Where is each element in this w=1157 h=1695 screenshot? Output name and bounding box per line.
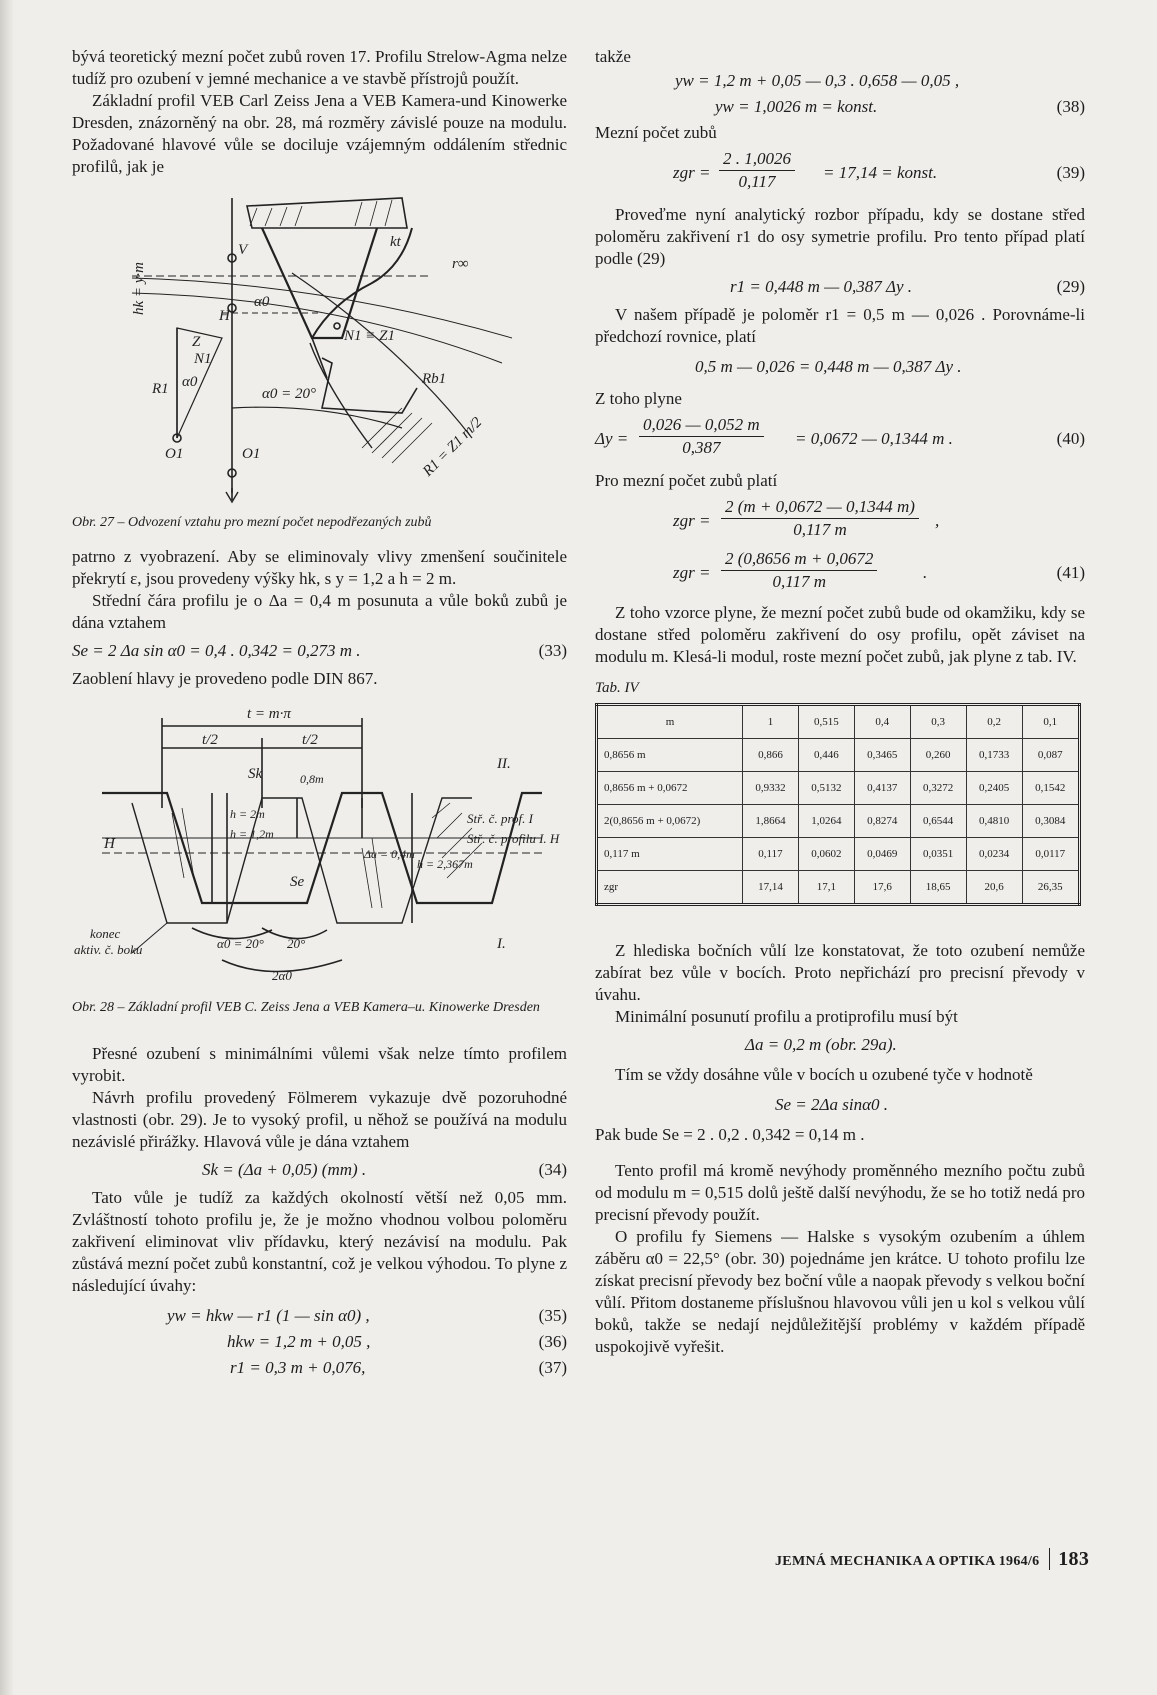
figure-label: R1 = Z1 m/2 xyxy=(419,414,486,480)
page-number: 183 xyxy=(1049,1548,1089,1570)
right-column xyxy=(595,46,1085,1358)
figure-label: I. xyxy=(497,936,506,952)
figure-28-caption: Obr. 28 – Základní profil VEB C. Zeiss Jena a VEB Kamera–u. Kinowerke Dresden xyxy=(72,1000,540,1015)
figure-label: H xyxy=(219,308,230,324)
table-cell: 0,1542 xyxy=(1022,772,1079,805)
paragraph: Návrh profilu provedený Fölmerem vykazuje dvě pozoruhodné vlastnosti (obr. 29). Je to vysoký profil, u něhož se používá na modulu nezávislé přirážky. Hlavová vůle je dána vztahem xyxy=(72,1088,567,1151)
figure-label: h = 2m xyxy=(230,807,265,821)
paragraph: Minimální posunutí profilu a protiprofilu musí být xyxy=(615,1007,958,1026)
equation-40: Δy = $\frac{0,026 — 0,052 m}{0,387}$ = 0,0672 — 0,1344 m . (40) xyxy=(595,415,1085,457)
figure-label: α0 = 20° xyxy=(217,936,264,951)
table-cell: 0,1 xyxy=(1022,705,1079,739)
equation-29: r1 = 0,448 m — 0,387 Δy . (29) xyxy=(730,277,1085,296)
table-cell: 0,3 xyxy=(910,705,966,739)
paragraph: bývá teoretický mezní počet zubů roven 17. Profilu Strelow-Agma nelze tudíž pro ozubení v jemné mechanice a ve stavbě přístrojů použít. xyxy=(72,47,567,88)
table-title: Tab. IV xyxy=(595,680,639,696)
figure-label: H xyxy=(104,836,115,852)
table-row xyxy=(597,739,1080,772)
paragraph: Zaoblení hlavy je provedeno podle DIN 867. xyxy=(72,669,378,688)
equation-33: Se = 2 Δa sin α0 = 0,4 . 0,342 = 0,273 m . (33) xyxy=(72,641,567,660)
figure-28-drawing xyxy=(72,698,567,993)
table-cell: 1,0264 xyxy=(798,805,854,838)
figure-label: h = 2,367m xyxy=(417,857,473,871)
figure-label: α0 = 20° xyxy=(262,386,316,402)
table-cell: 0,117 xyxy=(743,838,799,871)
table-cell: 0,8656 m + 0,0672 xyxy=(597,772,743,805)
table-cell: 0,4137 xyxy=(854,772,910,805)
table-cell: 0,5132 xyxy=(798,772,854,805)
paragraph: Pro mezní počet zubů platí xyxy=(595,471,778,490)
paragraph: Proveďme nyní analytický rozbor případu, kdy se dostane střed poloměru zakřivení r1 do osy symetrie profilu. Pro tento případ platí podle (29) xyxy=(595,205,1085,268)
figure-28 xyxy=(72,698,567,1017)
paragraph: Mezní počet zubů xyxy=(595,123,717,142)
equation-35: yw = hkw — r1 (1 — sin α0) , (35) xyxy=(167,1306,567,1325)
paragraph: Přesné ozubení s minimálními vůlemi však nelze tímto profilem vyrobit. xyxy=(72,1044,567,1085)
table-header-row xyxy=(597,705,1080,739)
table-cell: 0,3465 xyxy=(854,739,910,772)
equation: 0,5 m — 0,026 = 0,448 m — 0,387 Δy . xyxy=(695,357,962,376)
table-cell: 0,0234 xyxy=(966,838,1022,871)
table-iv xyxy=(595,703,1081,906)
paragraph: Tato vůle je tudíž za každých okolností větší než 0,05 mm. Zvláštností tohoto profilu je, že je možno vhodnou volbou poloměru zakřivení eliminovat vliv přídavku, který nezávisí na modulu. Pak zůstává mezní počet zubů konstantní, což je velkou výhodou. To plyne z následující úvahy: xyxy=(72,1188,567,1295)
table-cell: 17,1 xyxy=(798,871,854,905)
table-cell: 0,087 xyxy=(1022,739,1079,772)
table-cell: 0,9332 xyxy=(743,772,799,805)
figure-label: Z xyxy=(192,334,201,350)
figure-label: Rb1 xyxy=(422,371,447,387)
table-cell: 0,4810 xyxy=(966,805,1022,838)
table-cell: 0,0469 xyxy=(854,838,910,871)
figure-label: 2α0 xyxy=(272,968,292,983)
table-cell: 0,0351 xyxy=(910,838,966,871)
equation-34: Sk = (Δa + 0,05) (mm) . (34) xyxy=(202,1160,567,1179)
figure-label: konec xyxy=(90,926,121,941)
equation: Pak bude Se = 2 . 0,2 . 0,342 = 0,14 m . xyxy=(595,1125,865,1144)
table-cell: 1,8664 xyxy=(743,805,799,838)
table-row xyxy=(597,805,1080,838)
equation: Δa = 0,2 m (obr. 29a). xyxy=(745,1035,897,1054)
figure-label: Sk xyxy=(248,766,263,782)
table-cell: 20,6 xyxy=(966,871,1022,905)
paragraph: Z toho vzorce plyne, že mezní počet zubů bude od okamžiku, kdy se dostane střed poloměru zakřivení do osy profilu, opět záviset na modulu m. Klesá-li modul, roste mezní počet zubů, jak plyne z tab. IV. xyxy=(595,603,1085,666)
paragraph: Střední čára profilu je o Δa = 0,4 m posunuta a vůle boků zubů je dána vztahem xyxy=(72,591,567,632)
paragraph: Tím se vždy dosáhne vůle v bocích u ozubené tyče v hodnotě xyxy=(615,1065,1033,1084)
figure-27 xyxy=(72,188,567,532)
equation-38: yw = 1,0026 m = konst. (38) xyxy=(715,97,1085,116)
figure-label: 20° xyxy=(287,936,306,951)
paragraph: patrno z vyobrazení. Aby se eliminovaly vlivy zmenšení součinitele překrytí ε, jsou provedeny výšky hk, s y = 1,2 a h = 2 m. xyxy=(72,547,567,588)
equation: Se = 2Δa sinα0 . xyxy=(775,1095,889,1114)
table-cell: 0,6544 xyxy=(910,805,966,838)
figure-27-caption: Obr. 27 – Odvození vztahu pro mezní počet nepodřezaných zubů xyxy=(72,515,432,530)
figure-label: t = m·π xyxy=(247,706,291,722)
table-cell: 0,446 xyxy=(798,739,854,772)
table-cell: 0,515 xyxy=(798,705,854,739)
paragraph: V našem případě je poloměr r1 = 0,5 m — 0,026 . Porovnáme-li předchozí rovnice, platí xyxy=(595,305,1085,346)
figure-label: O1 xyxy=(165,446,184,462)
figure-label: t/2 xyxy=(202,732,218,748)
table-cell: m xyxy=(597,705,743,739)
table-row xyxy=(597,772,1080,805)
figure-label: t/2 xyxy=(302,732,318,748)
table-row xyxy=(597,838,1080,871)
figure-label: aktiv. č. boku xyxy=(74,942,143,957)
table-cell: 1 xyxy=(743,705,799,739)
figure-label: II. xyxy=(497,756,511,772)
table-row xyxy=(597,871,1080,905)
table-cell: 0,260 xyxy=(910,739,966,772)
equation-37: r1 = 0,3 m + 0,076, (37) xyxy=(230,1358,567,1377)
table-cell: 0,866 xyxy=(743,739,799,772)
figure-label: hk = y·m xyxy=(131,261,147,315)
paragraph: Z toho plyne xyxy=(595,389,682,408)
figure-label: R1 xyxy=(152,381,169,397)
figure-label: Δa = 0,4m xyxy=(364,847,415,861)
table-cell: 0,8274 xyxy=(854,805,910,838)
equation-41: zgr = $\frac{2 (0,8656 m + 0,0672}{0,117 m}$ . (41) xyxy=(673,549,1085,591)
left-column xyxy=(72,46,567,1383)
figure-27-drawing xyxy=(72,188,567,508)
page-footer xyxy=(775,1548,1089,1571)
equation: yw = 1,2 m + 0,05 — 0,3 . 0,658 — 0,05 , xyxy=(675,71,960,90)
table-cell: 0,2 xyxy=(966,705,1022,739)
figure-label: O1 xyxy=(242,446,261,462)
figure-label: α0 xyxy=(254,294,270,310)
figure-label: Se xyxy=(290,874,305,890)
journal-name: JEMNÁ MECHANIKA A OPTIKA 1964/6 xyxy=(775,1554,1040,1569)
table-cell: 0,4 xyxy=(854,705,910,739)
figure-label: α0 xyxy=(182,374,198,390)
figure-label: Stř. č. prof. I xyxy=(467,811,533,826)
table-cell: 0,3084 xyxy=(1022,805,1079,838)
table-cell: 2(0,8656 m + 0,0672) xyxy=(597,805,743,838)
table-cell: 0,2405 xyxy=(966,772,1022,805)
paragraph: Z hlediska bočních vůlí lze konstatovat, že toto ozubení nemůže zabírat bez vůle v bocích. Proto nepřichází pro precisní převody v úvahu. xyxy=(595,941,1085,1004)
table-cell: 18,65 xyxy=(910,871,966,905)
figure-label: h = 1,2m xyxy=(230,827,274,841)
table-cell: 0,1733 xyxy=(966,739,1022,772)
table-cell: 26,35 xyxy=(1022,871,1079,905)
paragraph: Základní profil VEB Carl Zeiss Jena a VEB Kamera-und Kinowerke Dresden, znázorněný na obr. 28, má rozměry závislé pouze na modulu. Požadované hlavové vůle se dociluje vzájemným oddálením střednic profilů, jak je xyxy=(72,91,567,176)
table-cell: zgr xyxy=(597,871,743,905)
figure-label: 0,8m xyxy=(300,772,324,786)
figure-label: r∞ xyxy=(452,256,469,272)
equation: zgr = $\frac{2 (m + 0,0672 — 0,1344 m)}{0,117 m}$ , xyxy=(673,497,940,539)
figure-label: V xyxy=(238,242,248,258)
figure-label: kt xyxy=(390,234,401,250)
table-cell: 0,0117 xyxy=(1022,838,1079,871)
paragraph: O profilu fy Siemens — Halske s vysokým ozubením a úhlem záběru α0 = 22,5° (obr. 30) pojednáme jen krátce. U tohoto profilu lze získat precisní převody bez boční vůle a naopak převody s velkou boční vůlí. Přitom dostaneme příslušnou hlavovou vůli jen u kol s velkou vůlí boků, takže se nedají nejdůležitější problémy v každém případě uspokojivě vyřešit. xyxy=(595,1227,1085,1356)
table-cell: 0,0602 xyxy=(798,838,854,871)
figure-label: Stř. č. profilu I. H xyxy=(467,831,560,846)
paragraph: Tento profil má kromě nevýhody proměnného mezního počtu zubů od modulu m = 0,515 dolů ještě další nevýhodu, že se ho totiž nedá pro precisní převody použít. xyxy=(595,1161,1085,1224)
equation-36: hkw = 1,2 m + 0,05 , (36) xyxy=(227,1332,567,1351)
equation-39: zgr = $\frac{2 . 1,0026}{0,117}$ = 17,14 = konst. (39) xyxy=(673,149,1085,191)
table-cell: 17,14 xyxy=(743,871,799,905)
page-spine-shadow xyxy=(0,0,14,1695)
figure-label: N1 xyxy=(194,351,212,367)
paragraph: takže xyxy=(595,47,631,66)
table-cell: 0,117 m xyxy=(597,838,743,871)
table-cell: 0,3272 xyxy=(910,772,966,805)
table-cell: 17,6 xyxy=(854,871,910,905)
figure-label: N1 ≡ Z1 xyxy=(344,328,395,344)
table-cell: 0,8656 m xyxy=(597,739,743,772)
